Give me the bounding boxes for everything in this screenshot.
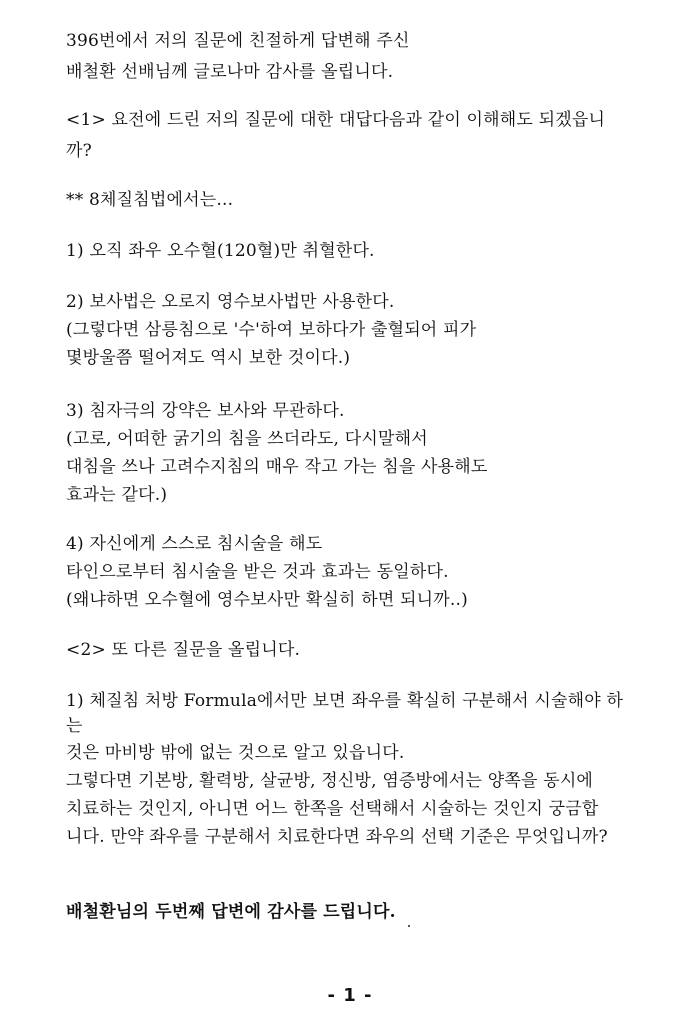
- section1-heading-line-2: 까?: [66, 141, 92, 161]
- section1-item4-line-1: 4) 자신에게 스스로 침시술을 해도: [66, 534, 323, 554]
- section1-item3-line-3: 대침을 쓰나 고려수지침의 매우 작고 가는 침을 사용해도: [66, 457, 488, 477]
- section1-item3-line-2: (고로, 어떠한 굵기의 침을 쓰더라도, 다시말해서: [66, 429, 428, 449]
- section1-item4-line-2: 타인으로부터 침시술을 받은 것과 효과는 동일하다.: [66, 562, 449, 582]
- page-number: - 1 -: [327, 985, 373, 1006]
- section1-item4-line-3: (왜냐하면 오수혈에 영수보사만 확실히 하면 되니까..): [66, 590, 468, 610]
- section1-item1-line-1: 1) 오직 좌우 오수혈(120혈)만 취혈한다.: [66, 241, 375, 261]
- intro-line-2: 배철환 선배님께 글로나마 감사를 올립니다.: [66, 62, 394, 82]
- intro-line-1: 396번에서 저의 질문에 친절하게 답변해 주신: [66, 31, 410, 51]
- section2-item-line-3: 것은 마비방 밖에 없는 것으로 알고 있읍니다.: [66, 743, 405, 763]
- section1-subheading: ** 8체질침법에서는...: [66, 190, 234, 210]
- section1-heading-line-1: <1> 요전에 드린 저의 질문에 대한 대답다음과 같이 이해해도 되겠읍니: [66, 110, 606, 130]
- section1-item2-line-1: 2) 보사법은 오로지 영수보사법만 사용한다.: [66, 292, 395, 312]
- section2-item-line-1: 1) 체질침 처방 Formula에서만 보면 좌우를 확실히 구분해서 시술해야 하: [66, 691, 624, 711]
- section1-item3-line-4: 효과는 같다.): [66, 485, 168, 505]
- section1-item2-line-3: 몇방울쯤 떨어져도 역시 보한 것이다.): [66, 348, 351, 368]
- stray-mark: [408, 925, 410, 927]
- section2-item-line-4: 그렇다면 기본방, 활력방, 살균방, 정신방, 염증방에서는 양쪽을 동시에: [66, 771, 594, 791]
- section2-item-line-6: 니다. 만약 좌우를 구분해서 치료한다면 좌우의 선택 기준은 무엇입니까?: [66, 827, 608, 847]
- section2-item-line-2: 는: [66, 716, 83, 736]
- section1-item2-line-2: (그렇다면 삼릉침으로 '수'하여 보하다가 출혈되어 피가: [66, 320, 477, 340]
- section2-item-line-5: 치료하는 것인지, 아니면 어느 한쪽을 선택해서 시술하는 것인지 궁금합: [66, 799, 599, 819]
- section1-item3-line-1: 3) 침자극의 강약은 보사와 무관하다.: [66, 401, 345, 421]
- section2-heading: <2> 또 다른 질문을 올립니다.: [66, 640, 301, 660]
- closing-line: 배철환님의 두번째 답변에 감사를 드립니다.: [66, 902, 396, 922]
